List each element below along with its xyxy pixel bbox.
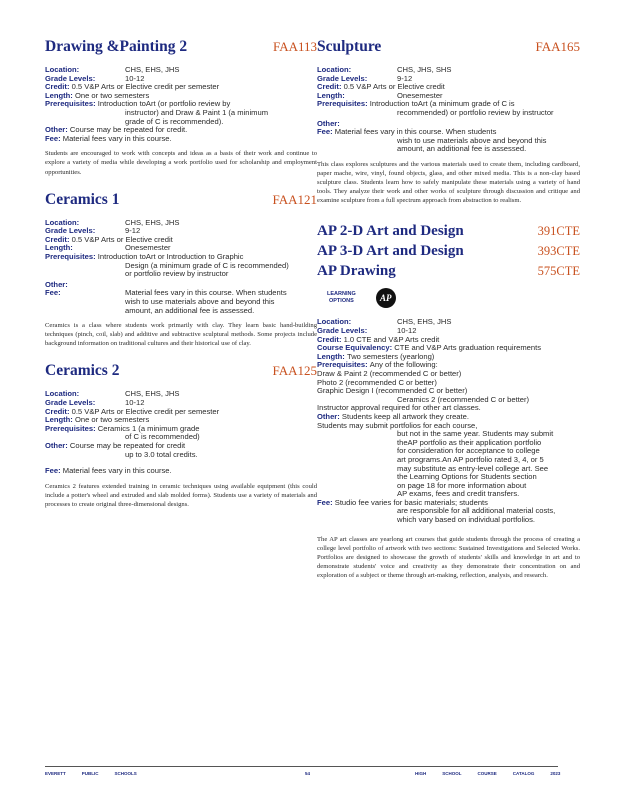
prereq-value: Introduction toArt (a minimum grade of C is bbox=[369, 99, 515, 109]
location-label: Location: bbox=[317, 65, 352, 74]
length-value: One or two semesters bbox=[74, 90, 150, 100]
course-description: Ceramics 2 features extended training in ceramic techniques using available equipment (this could include a potter's wheel and extruded and slab molded forms). Students use a variety of materials and processes to create original three-dimensional designs. bbox=[45, 482, 317, 508]
other-value: Students keep all artwork they create. bbox=[341, 411, 469, 421]
location-value: CHS, JHS, SHS bbox=[397, 65, 452, 74]
course-code: FAA113 bbox=[272, 39, 317, 54]
course-description: Students are encouraged to work with concepts and ideas as a basis of their work and continue to explore a variety of media while developing a work portfolio used for scholarship and employment opportunities. bbox=[45, 150, 317, 176]
footer-text: HIGH bbox=[415, 771, 427, 776]
footer-text: PUBLIC bbox=[81, 771, 99, 776]
ap-logo-icon: AP bbox=[376, 288, 396, 308]
credit-label: Credit: bbox=[317, 334, 342, 344]
fee-value: Material fees vary in this course. bbox=[62, 466, 172, 476]
course-title: Drawing &Painting 2 bbox=[45, 38, 188, 55]
credit-value: 0.5 V&P Arts or Elective credit bbox=[71, 234, 173, 244]
location-value: CHS, EHS, JHS bbox=[125, 389, 180, 399]
course-sculpture bbox=[317, 38, 580, 205]
length-label: Length: bbox=[317, 90, 345, 100]
other-value: Course may be repeated for credit bbox=[69, 441, 186, 450]
left-column bbox=[45, 38, 317, 523]
prereq-value: Introduction toArt or Introduction to Graphic bbox=[97, 252, 244, 261]
other-value: Course may be repeated for credit. bbox=[69, 125, 188, 135]
course-title: AP 2-D Art and Design bbox=[317, 223, 464, 240]
fee-value: are responsible for all additional material costs, bbox=[397, 506, 556, 516]
prereq-label: Prerequisites: bbox=[317, 360, 368, 370]
grade-label: Grade Levels: bbox=[45, 73, 96, 83]
fee-value: Studio fee varies for basic materials; students bbox=[334, 497, 488, 507]
length-value: Onesemester bbox=[397, 90, 443, 100]
other-label: Other: bbox=[45, 279, 68, 289]
location-value: CHS, EHS, JHS bbox=[397, 317, 452, 327]
other-value: may substitute as entry-level college art. See bbox=[397, 463, 549, 473]
course-code: FAA121 bbox=[272, 191, 317, 207]
course-ceramics-2 bbox=[45, 362, 317, 509]
equivalency-label: Course Equivalency: bbox=[317, 343, 393, 353]
page-number: 54 bbox=[305, 771, 311, 776]
grade-value: 10-12 bbox=[397, 326, 417, 335]
learning-options-badge bbox=[327, 288, 580, 308]
fee-label: Fee: bbox=[317, 497, 333, 507]
footer-text: SCHOOL bbox=[442, 771, 462, 776]
fee-label: Fee: bbox=[45, 466, 61, 476]
course-drawing-painting-2 bbox=[45, 38, 317, 177]
grade-value: 9-12 bbox=[397, 73, 413, 83]
fee-value: Material fees vary in this course. bbox=[62, 133, 172, 143]
prereq-value: Ceramics 1 (a minimum grade bbox=[97, 423, 200, 433]
prereq-value: Any of the following: bbox=[369, 360, 438, 370]
location-label: Location: bbox=[45, 65, 80, 74]
course-title: Ceramics 1 bbox=[45, 190, 120, 208]
grade-value: 10-12 bbox=[125, 398, 145, 408]
course-code: FAA125 bbox=[272, 363, 317, 379]
prereq-value: of C is recommended) bbox=[125, 432, 200, 442]
equivalency-value: CTE and V&P Arts graduation requirements bbox=[394, 343, 542, 353]
course-description: This class explores sculptures and the various materials used to create them, including cardboard, paper mache, wire, vinyl, found objects, glass, and other mixed media. This is a non-clay based sculpture class. Students learn how to safely manipulate these materials using a variety of hand tools. They analyze their work and other works of sculpture through discussion and critique and examine sculpture from a full spectrum approach from abstraction to realism. bbox=[317, 160, 580, 205]
course-description: The AP art classes are yearlong art courses that guide students through the process of creating a college level portfolio of artwork with two sections: Sustained Investigations and Selected Works. Portfolios are designed to showcase the growth of students' skills and knowledge in art and to demonstrate students' voice and creativity as they demonstrate their concentration on and exploration of a subject or theme through art-making, reflection, analysis, and research. bbox=[317, 535, 580, 580]
credit-label: Credit: bbox=[45, 82, 70, 92]
course-ap-art bbox=[317, 223, 580, 580]
course-code: FAA165 bbox=[535, 39, 580, 54]
location-label: Location: bbox=[317, 317, 352, 327]
location-label: Location: bbox=[45, 389, 80, 399]
prereq-value: instructor) and Draw & Paint 1 (a minimum bbox=[125, 107, 269, 117]
credit-value: 0.5 V&P Arts or Elective credit bbox=[343, 82, 445, 92]
grade-value: 10-12 bbox=[125, 73, 145, 83]
prereq-label: Prerequisites: bbox=[45, 252, 96, 261]
fee-value: wish to use materials above and beyond this bbox=[125, 296, 275, 306]
length-value: One or two semesters bbox=[74, 415, 150, 425]
length-label: Length: bbox=[317, 351, 345, 361]
credit-value: 1.0 CTE and V&P Arts credit bbox=[343, 334, 440, 344]
length-label: Length: bbox=[45, 243, 73, 253]
fee-value: amount, an additional fee is assessed. bbox=[397, 144, 527, 154]
credit-label: Credit: bbox=[45, 406, 70, 416]
prereq-item: Ceramics 2 (recommended C or better) bbox=[397, 394, 530, 404]
other-value: but not in the same year. Students may submit bbox=[397, 429, 554, 439]
right-column bbox=[317, 38, 580, 594]
fee-value: which vary based on individual portfolios. bbox=[397, 515, 536, 525]
prereq-label: Prerequisites: bbox=[317, 99, 368, 109]
other-label: Other: bbox=[317, 118, 340, 128]
footer-text: COURSE bbox=[477, 771, 497, 776]
location-value: CHS, EHS, JHS bbox=[125, 217, 180, 227]
other-value: theAP portfolio as their application portfolio bbox=[397, 437, 542, 447]
other-value: the Learning Options for Students section bbox=[397, 472, 537, 482]
length-value: Onesemester bbox=[125, 243, 171, 253]
length-value: Two semesters (yearlong) bbox=[346, 351, 435, 361]
course-code: 393CTE bbox=[537, 244, 580, 259]
course-ceramics-1 bbox=[45, 191, 317, 349]
other-value: Students may submit portfolios for each course, bbox=[317, 420, 478, 430]
prereq-value: Design (a minimum grade of C is recommended) bbox=[125, 260, 289, 270]
fee-label: Fee: bbox=[317, 127, 333, 137]
credit-value: 0.5 V&P Arts or Elective credit per semester bbox=[71, 406, 220, 416]
fee-value: Material fees vary in this course. When students bbox=[334, 127, 497, 137]
prereq-value: grade of C is recommended). bbox=[125, 116, 224, 126]
page-footer bbox=[45, 766, 561, 776]
grade-label: Grade Levels: bbox=[45, 398, 96, 408]
length-label: Length: bbox=[45, 415, 73, 425]
fee-value: Material fees vary in this course. When students bbox=[125, 288, 287, 298]
course-code: 391CTE bbox=[537, 224, 580, 239]
other-label: Other: bbox=[45, 441, 68, 450]
credit-label: Credit: bbox=[317, 82, 342, 92]
credit-label: Credit: bbox=[45, 234, 70, 244]
other-label: Other: bbox=[45, 125, 68, 135]
course-title: AP 3-D Art and Design bbox=[317, 243, 464, 260]
course-title: AP Drawing bbox=[317, 263, 396, 280]
course-title: Ceramics 2 bbox=[45, 362, 120, 380]
course-code: 575CTE bbox=[537, 264, 580, 279]
other-value: art programs.An AP portfolio rated 3, 4, or 5 bbox=[397, 454, 544, 464]
fee-value: wish to use materials above and beyond this bbox=[397, 135, 547, 145]
course-description: Ceramics is a class where students work primarily with clay. They learn basic hand-building techniques (pinch, coil, slab) and additive and subtractive sculptural methods. Some projects include background information on traditional cultures and their historical use of clay. bbox=[45, 322, 317, 348]
prereq-label: Prerequisites: bbox=[45, 99, 96, 109]
prereq-item: Photo 2 (recommended C or better) bbox=[317, 377, 437, 387]
prereq-value: recommended) or portfolio review by instructor bbox=[397, 107, 554, 117]
footer-text: EVERETT bbox=[45, 771, 66, 776]
prereq-item: Draw & Paint 2 (recommended C or better) bbox=[317, 368, 462, 378]
footer-text: 2023 bbox=[550, 771, 561, 776]
fee-value: amount, an additional fee is assessed. bbox=[125, 305, 255, 315]
grade-label: Grade Levels: bbox=[317, 326, 368, 335]
other-value: AP exams, fees and credit transfers. bbox=[397, 489, 520, 499]
grade-label: Grade Levels: bbox=[317, 73, 368, 83]
grade-label: Grade Levels: bbox=[45, 226, 96, 236]
credit-value: 0.5 V&P Arts or Elective credit per semester bbox=[71, 82, 220, 92]
other-value: on page 18 for more information about bbox=[397, 480, 527, 490]
prereq-item: Instructor approval required for other art classes. bbox=[317, 403, 481, 413]
prereq-value: Introduction toArt (or portfolio review by bbox=[97, 99, 231, 109]
other-value: up to 3.0 total credits. bbox=[125, 449, 198, 459]
prereq-label: Prerequisites: bbox=[45, 423, 96, 433]
fee-label: Fee: bbox=[45, 133, 61, 143]
grade-value: 9-12 bbox=[125, 226, 141, 236]
learning-options-label: OPTIONS bbox=[328, 298, 354, 305]
location-value: CHS, EHS, JHS bbox=[125, 65, 180, 74]
other-label: Other: bbox=[317, 411, 340, 421]
footer-text: SCHOOLS bbox=[114, 771, 137, 776]
location-label: Location: bbox=[45, 217, 80, 227]
length-label: Length: bbox=[45, 90, 73, 100]
footer-text: CATALOG bbox=[512, 771, 535, 776]
prereq-value: or portfolio review by instructor bbox=[125, 269, 229, 279]
other-value: for consideration for acceptance to college bbox=[397, 446, 540, 456]
fee-label: Fee: bbox=[45, 288, 61, 298]
course-title: Sculpture bbox=[317, 38, 382, 55]
prereq-item: Graphic Design I (recommended C or better) bbox=[317, 386, 468, 396]
learning-options-label: LEARNING bbox=[327, 291, 356, 298]
